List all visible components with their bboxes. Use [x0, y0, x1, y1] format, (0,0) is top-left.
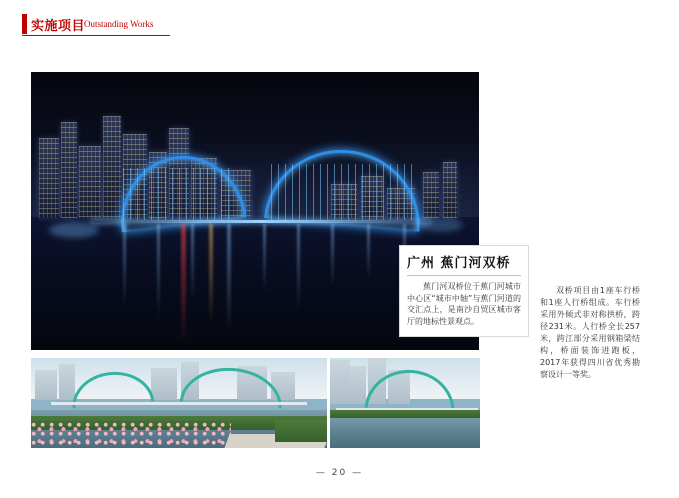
thumb-building	[35, 370, 57, 400]
thumb-bridge-deck	[51, 402, 307, 405]
water-reflection	[157, 224, 160, 320]
water-reflection	[367, 224, 370, 280]
skyline-building	[443, 162, 457, 218]
header-accent-bar	[22, 14, 27, 34]
water-reflection	[297, 224, 300, 312]
water-glow	[419, 218, 463, 232]
bridge-cables-left	[123, 168, 235, 220]
section-header	[22, 14, 170, 36]
skyline-building	[79, 146, 101, 218]
body-text-right-column: 双桥项目由1座车行桥和1座人行桥组成。车行桥采用外倾式非对称拱桥，跨径231米。人行桥全长257米，跨江部分采用钢箱梁结构，桥面装饰进跑板，2017年获得四川省优秀勘察设计一等奖。	[540, 286, 640, 379]
water-reflection	[227, 224, 231, 334]
thumbnail-bridge-with-blossoms	[31, 358, 327, 448]
photo-caption-text: 蕉门河双桥位于蕉门河城市中心区“城市中轴”与蕉门河道的交汇点上，是南沙自贸区城市客厅的地标性景观点。	[407, 282, 521, 326]
water-reflection	[191, 224, 194, 302]
water-reflection	[331, 224, 334, 288]
header-title-cn: 实施项目	[31, 19, 86, 34]
thumbnail-bridge-river-view	[330, 358, 480, 448]
photo-caption-plate	[399, 245, 529, 337]
water-reflection-red	[181, 224, 186, 344]
skyline-building	[423, 172, 439, 218]
water-reflection	[263, 224, 266, 294]
photo-title: 广州 蕉门河双桥	[407, 256, 511, 271]
water-reflection-amber	[209, 224, 213, 324]
caption-divider	[407, 275, 521, 276]
thumb-blossoms	[31, 422, 231, 448]
page-number: — 20 —	[315, 468, 364, 478]
thumb-building	[59, 364, 75, 400]
thumb-building	[151, 368, 177, 400]
header-underline	[22, 35, 170, 36]
bridge-cables-right	[271, 164, 413, 220]
header-title-en: Outstanding Works	[84, 19, 154, 29]
water-reflection	[123, 224, 126, 308]
skyline-building	[39, 138, 59, 218]
thumb-building	[330, 360, 350, 404]
water-glow	[49, 222, 99, 238]
thumb-riverbank-green	[330, 410, 480, 418]
bridge-deck	[91, 220, 431, 223]
thumb-building	[350, 366, 366, 404]
skyline-building	[103, 116, 121, 218]
thumb-water	[330, 414, 480, 448]
skyline-building	[61, 122, 77, 218]
thumb-riverbank-green	[275, 420, 327, 442]
